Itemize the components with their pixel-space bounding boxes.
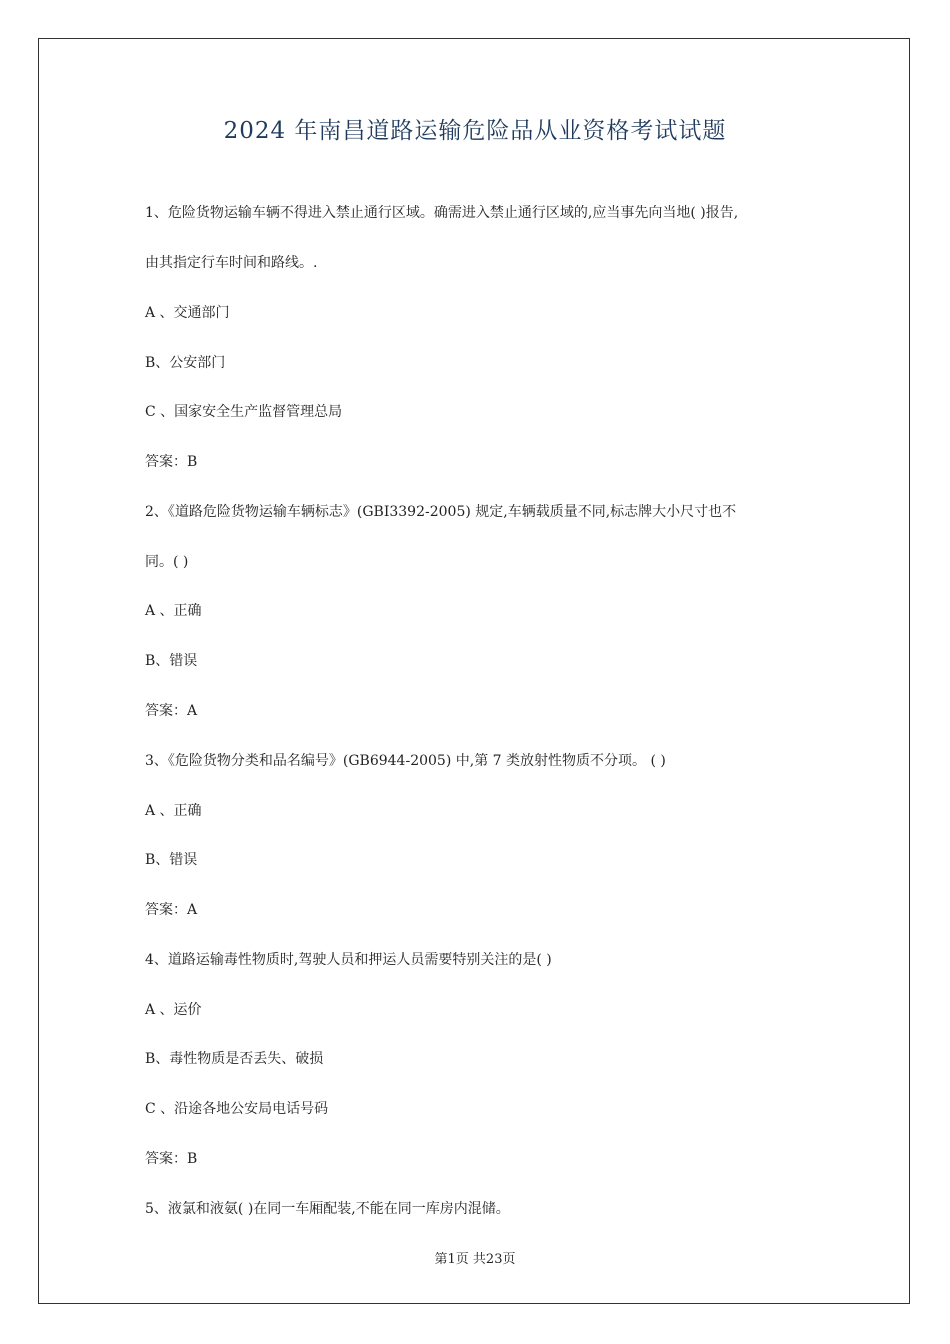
question-1-text: 1、危险货物运输车辆不得进入禁止通行区域。确需进入禁止通行区域的,应当事先向当地( )报告, bbox=[145, 205, 739, 221]
question-5-text: 5、液氯和液氨( )在同一车厢配装,不能在同一库房内混储。 bbox=[145, 1201, 510, 1217]
question-3-option-a: A 、正确 bbox=[145, 803, 202, 819]
question-4-answer: 答案：B bbox=[145, 1151, 198, 1167]
question-2-option-b: B、错误 bbox=[145, 653, 198, 669]
question-3-answer: 答案：A bbox=[145, 902, 198, 918]
question-4-option-c: C 、沿途各地公安局电话号码 bbox=[145, 1101, 329, 1117]
question-4-option-a: A 、运价 bbox=[145, 1002, 202, 1018]
question-4-text: 4、道路运输毒性物质时,驾驶人员和押运人员需要特别关注的是( ) bbox=[145, 952, 552, 968]
question-1-option-a: A 、交通部门 bbox=[145, 305, 230, 321]
question-3-option-b: B、错误 bbox=[145, 852, 198, 868]
question-1-option-b: B、公安部门 bbox=[145, 355, 226, 371]
document-title: 2024 年南昌道路运输危险品从业资格考试试题 bbox=[223, 118, 727, 144]
question-2-text: 2、《道路危险货物运输车辆标志》(GBI3392-2005) 规定,车辆载质量不同,标志牌大小尺寸也不 bbox=[145, 504, 737, 520]
question-1-text-cont: 由其指定行车时间和路线。. bbox=[145, 255, 318, 271]
question-4-option-b: B、毒性物质是否丢失、破损 bbox=[145, 1051, 324, 1067]
question-3-text: 3、《危险货物分类和品名编号》(GB6944-2005) 中,第 7 类放射性物质不分项。 ( ) bbox=[145, 753, 666, 769]
question-2-text-cont: 同。( ) bbox=[145, 554, 189, 570]
question-2-option-a: A 、正确 bbox=[145, 603, 202, 619]
question-1-answer: 答案：B bbox=[145, 454, 198, 470]
page-number-footer: 第1页 共23页 bbox=[434, 1252, 516, 1267]
question-1-option-c: C 、国家安全生产监督管理总局 bbox=[145, 404, 343, 420]
question-2-answer: 答案：A bbox=[145, 703, 198, 719]
